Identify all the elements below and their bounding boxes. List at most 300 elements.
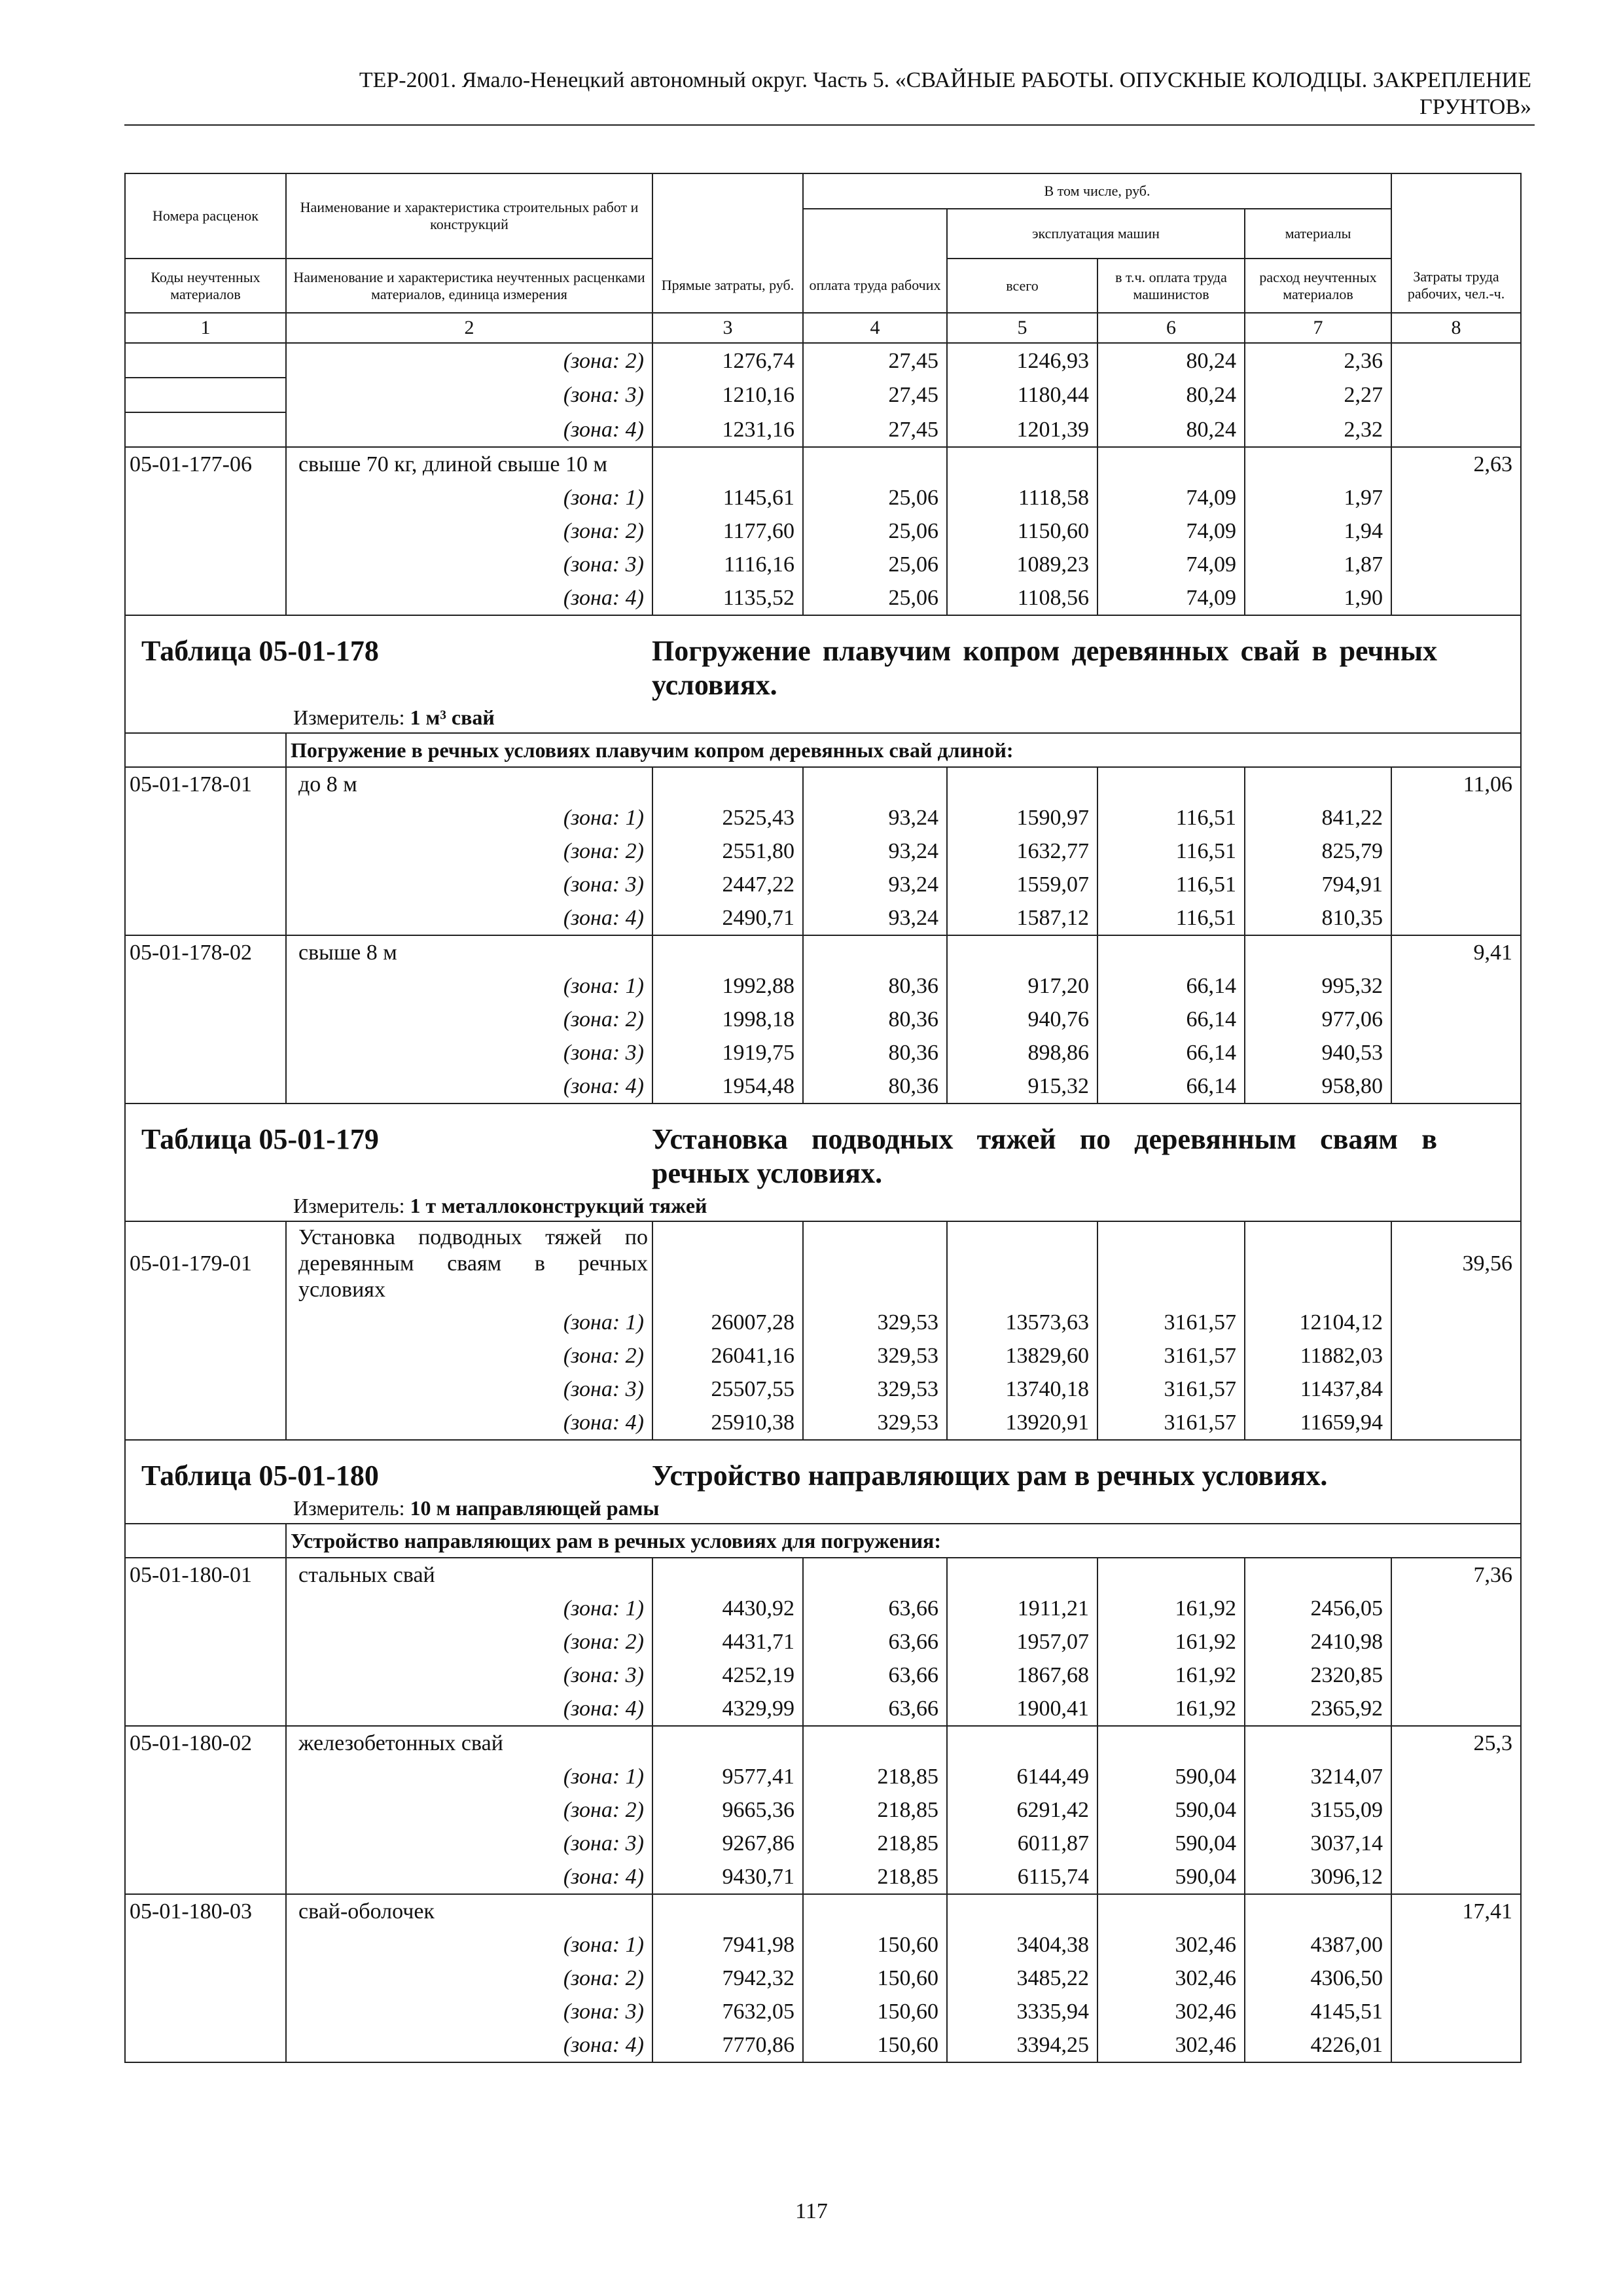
measure-row [125,1191,1521,1221]
value-cell: 1210,16 [652,378,803,412]
value-cell: 1108,56 [947,581,1097,615]
value-cell [803,767,947,801]
zone-label: (зона: 1) [286,481,652,514]
value-cell: 4252,19 [652,1659,803,1692]
zone-label: (зона: 4) [286,1406,652,1440]
zone-label: (зона: 3) [286,1036,652,1069]
zone-label: (зона: 3) [286,1995,652,2028]
labor-cell [1391,1306,1521,1339]
rate-code: 05-01-180-02 [125,1726,286,1760]
value-cell: 1116,16 [652,548,803,581]
column-number-row [125,313,1521,343]
labor-cell [1391,868,1521,901]
zone-label: (зона: 4) [286,1069,652,1103]
zone-label: (зона: 3) [286,548,652,581]
zone-label: (зона: 3) [286,378,652,412]
value-cell: 25,06 [803,481,947,514]
value-cell: 841,22 [1245,801,1391,834]
header-line-1: ТЕР-2001. Ямало-Ненецкий автономный округ. Часть 5. «СВАЙНЫЕ РАБОТЫ. ОПУСКНЫЕ КОЛОДЦЫ. ЗАКРЕПЛЕНИЕ [359,68,1531,92]
value-cell: 329,53 [803,1372,947,1406]
zone-label: (зона: 1) [286,1760,652,1793]
value-cell: 302,46 [1097,1928,1245,1962]
zone-label: (зона: 1) [286,1306,652,1339]
value-cell: 161,92 [1097,1592,1245,1625]
measure-prefix: Измеритель: [293,705,410,729]
col-num: 4 [803,313,947,343]
header-line-2: ГРУНТОВ» [1419,95,1531,119]
labor-cell [1391,514,1521,548]
labor-cell [1391,1995,1521,2028]
value-cell: 1957,07 [947,1625,1097,1659]
rate-code [125,581,286,615]
measure-value: 1 т металлоконструкций тяжей [410,1193,707,1217]
zone-label: (зона: 1) [286,801,652,834]
zone-label: (зона: 1) [286,1592,652,1625]
value-cell: 3161,57 [1097,1406,1245,1440]
value-cell: 3214,07 [1245,1760,1391,1793]
zone-row [125,1659,1521,1692]
col-direct-mid [652,209,803,259]
table-title-cell [125,1440,1521,1493]
value-cell: 1590,97 [947,801,1097,834]
labor-cell [1391,1339,1521,1372]
zone-row [125,1692,1521,1726]
zone-label: (зона: 4) [286,412,652,447]
rates-table [124,173,1522,2063]
value-cell [652,1558,803,1592]
value-cell [947,1221,1097,1306]
value-cell: 1911,21 [947,1592,1097,1625]
col-incl-wage: в т.ч. оплата труда машинистов [1097,259,1245,313]
col-num: 1 [125,313,286,343]
value-cell [803,935,947,969]
rate-code [125,1928,286,1962]
zone-label: (зона: 2) [286,834,652,868]
table-heading: Устройство направляющих рам в речных условиях. [652,1460,1328,1492]
labor-cell [1391,1928,1521,1962]
value-cell: 116,51 [1097,834,1245,868]
zone-row [125,868,1521,901]
measure-text [130,706,1516,730]
value-cell [1245,767,1391,801]
zone-row [125,1860,1521,1894]
zone-row [125,1406,1521,1440]
col-materials: материалы [1245,209,1391,259]
rate-name: свыше 70 кг, длиной свыше 10 м [286,447,652,481]
value-cell: 958,80 [1245,1069,1391,1103]
value-cell: 25,06 [803,548,947,581]
zone-row [125,801,1521,834]
zone-row [125,1339,1521,1372]
value-cell: 9665,36 [652,1793,803,1827]
value-cell: 590,04 [1097,1827,1245,1860]
value-cell [1245,1558,1391,1592]
value-cell: 1,90 [1245,581,1391,615]
value-cell: 11437,84 [1245,1372,1391,1406]
value-cell: 1231,16 [652,412,803,447]
zone-label: (зона: 1) [286,969,652,1003]
rate-name: железобетонных свай [286,1726,652,1760]
labor-cell [1391,412,1521,447]
value-cell: 93,24 [803,834,947,868]
value-cell: 917,20 [947,969,1097,1003]
zone-row [125,1069,1521,1103]
value-cell: 302,46 [1097,2028,1245,2062]
value-cell: 329,53 [803,1406,947,1440]
value-cell: 116,51 [1097,868,1245,901]
value-cell: 26041,16 [652,1339,803,1372]
zone-label: (зона: 3) [286,1827,652,1860]
zone-row [125,581,1521,615]
value-cell: 590,04 [1097,1760,1245,1793]
labor-cell: 25,3 [1391,1726,1521,1760]
rate-code [125,2028,286,2062]
value-cell: 218,85 [803,1827,947,1860]
subheading-row [125,733,1521,767]
value-cell: 25910,38 [652,1406,803,1440]
value-cell [652,767,803,801]
rate-title-row [125,1726,1521,1760]
rate-code [125,343,286,378]
labor-cell [1391,343,1521,378]
zone-label: (зона: 2) [286,343,652,378]
zone-row [125,1793,1521,1827]
value-cell: 66,14 [1097,1069,1245,1103]
value-cell: 161,92 [1097,1659,1245,1692]
value-cell: 66,14 [1097,969,1245,1003]
measure-cell [125,1191,1521,1221]
labor-cell: 7,36 [1391,1558,1521,1592]
value-cell: 4430,92 [652,1592,803,1625]
value-cell: 940,76 [947,1003,1097,1036]
value-cell: 218,85 [803,1793,947,1827]
rate-code: 05-01-180-03 [125,1894,286,1928]
value-cell: 13740,18 [947,1372,1097,1406]
value-cell: 9267,86 [652,1827,803,1860]
value-cell: 3161,57 [1097,1306,1245,1339]
col-in-total: В том числе, руб. [803,173,1391,209]
value-cell: 80,24 [1097,378,1245,412]
value-cell: 7632,05 [652,1995,803,2028]
col-num: 2 [286,313,652,343]
value-cell [1245,1894,1391,1928]
header-rule [124,124,1535,126]
rate-code [125,412,286,447]
labor-cell [1391,581,1521,615]
value-cell [652,1726,803,1760]
value-cell [803,1726,947,1760]
value-cell: 1587,12 [947,901,1097,935]
value-cell: 302,46 [1097,1962,1245,1995]
col-num: 8 [1391,313,1521,343]
measure-prefix: Измеритель: [293,1193,410,1217]
labor-cell [1391,1406,1521,1440]
value-cell: 2320,85 [1245,1659,1391,1692]
value-cell: 6115,74 [947,1860,1097,1894]
value-cell: 80,36 [803,1036,947,1069]
value-cell: 1246,93 [947,343,1097,378]
value-cell: 63,66 [803,1625,947,1659]
labor-cell: 9,41 [1391,935,1521,969]
labor-cell [1391,1003,1521,1036]
rate-code [125,1339,286,1372]
zone-label: (зона: 1) [286,1928,652,1962]
value-cell: 218,85 [803,1760,947,1793]
value-cell: 74,09 [1097,581,1245,615]
value-cell: 4226,01 [1245,2028,1391,2062]
value-cell: 161,92 [1097,1625,1245,1659]
rate-code [125,1306,286,1339]
rate-title-row [125,767,1521,801]
rate-code [125,1659,286,1692]
value-cell: 74,09 [1097,548,1245,581]
zone-label: (зона: 2) [286,1962,652,1995]
labor-cell [1391,1962,1521,1995]
labor-cell [1391,1827,1521,1860]
measure-text [130,1496,1516,1520]
value-cell: 1089,23 [947,548,1097,581]
value-cell [652,447,803,481]
value-cell: 1118,58 [947,481,1097,514]
value-cell [947,935,1097,969]
zone-label: (зона: 4) [286,901,652,935]
value-cell: 3335,94 [947,1995,1097,2028]
labor-cell [1391,1860,1521,1894]
subheading-blank [125,1524,286,1558]
value-cell [947,1558,1097,1592]
value-cell: 1135,52 [652,581,803,615]
labor-cell [1391,801,1521,834]
value-cell: 940,53 [1245,1036,1391,1069]
zone-label: (зона: 2) [286,1793,652,1827]
value-cell: 74,09 [1097,514,1245,548]
labor-cell [1391,969,1521,1003]
value-cell: 150,60 [803,1995,947,2028]
table-heading: Погружение плавучим копром деревянных свай в речных условиях. [652,635,1437,701]
zone-row [125,343,1521,378]
zone-row [125,1592,1521,1625]
value-cell: 27,45 [803,412,947,447]
value-cell: 4306,50 [1245,1962,1391,1995]
running-header [124,67,1531,120]
measure-text [130,1194,1516,1218]
rate-name: свыше 8 м [286,935,652,969]
col-unacc: расход неучтенных материалов [1245,259,1391,313]
rate-code [125,1003,286,1036]
zone-row [125,1760,1521,1793]
rate-code [125,1592,286,1625]
rate-code [125,1036,286,1069]
labor-cell [1391,834,1521,868]
table-label: Таблица 05-01-180 [141,1460,379,1492]
value-cell [1245,1221,1391,1306]
value-cell: 80,24 [1097,412,1245,447]
value-cell: 4387,00 [1245,1928,1391,1962]
zone-row [125,1928,1521,1962]
labor-cell: 11,06 [1391,767,1521,801]
col-codes: Номера расценок [125,173,286,259]
zone-row [125,1372,1521,1406]
subheading: Погружение в речных условиях плавучим копром деревянных свай длиной: [286,733,1521,767]
value-cell: 116,51 [1097,801,1245,834]
col-labor-mid [1391,209,1521,259]
table-title [130,1441,1516,1493]
value-cell: 2,32 [1245,412,1391,447]
labor-cell [1391,1659,1521,1692]
rate-code [125,1827,286,1860]
value-cell: 6011,87 [947,1827,1097,1860]
table-heading: Установка подводных тяжей по деревянным сваям в речных условиях. [652,1123,1437,1189]
value-cell: 6144,49 [947,1760,1097,1793]
labor-cell [1391,548,1521,581]
measure-cell [125,702,1521,733]
rate-title-row [125,1221,1521,1306]
rate-code [125,1692,286,1726]
zone-row [125,1003,1521,1036]
value-cell: 80,24 [1097,343,1245,378]
labor-cell [1391,378,1521,412]
value-cell: 1,87 [1245,548,1391,581]
value-cell: 93,24 [803,801,947,834]
value-cell: 3037,14 [1245,1827,1391,1860]
zone-row [125,412,1521,447]
rate-code [125,548,286,581]
labor-cell: 39,56 [1391,1221,1521,1306]
value-cell: 2365,92 [1245,1692,1391,1726]
value-cell [1097,1726,1245,1760]
zone-row [125,1962,1521,1995]
col-num: 3 [652,313,803,343]
value-cell: 2,27 [1245,378,1391,412]
value-cell [652,1894,803,1928]
value-cell: 1632,77 [947,834,1097,868]
value-cell: 590,04 [1097,1793,1245,1827]
labor-cell [1391,1760,1521,1793]
zone-label: (зона: 3) [286,1372,652,1406]
rate-code [125,801,286,834]
value-cell: 80,36 [803,969,947,1003]
value-cell: 1276,74 [652,343,803,378]
value-cell: 7941,98 [652,1928,803,1962]
measure-prefix: Измеритель: [293,1496,410,1520]
labor-cell [1391,1793,1521,1827]
value-cell: 1992,88 [652,969,803,1003]
labor-cell [1391,1625,1521,1659]
value-cell [947,1726,1097,1760]
value-cell: 93,24 [803,901,947,935]
col-total: всего [947,259,1097,313]
value-cell: 1150,60 [947,514,1097,548]
value-cell [1097,1221,1245,1306]
value-cell: 7942,32 [652,1962,803,1995]
labor-cell [1391,1592,1521,1625]
value-cell: 6291,42 [947,1793,1097,1827]
value-cell: 150,60 [803,2028,947,2062]
rate-code [125,378,286,412]
rate-name: Установка подводных тяжей по деревянным сваям в речных условиях [286,1221,652,1306]
col-wage-top [803,209,947,259]
value-cell: 3404,38 [947,1928,1097,1962]
table-title-row [125,615,1521,702]
zone-label: (зона: 2) [286,1625,652,1659]
table-label: Таблица 05-01-179 [141,1123,379,1155]
value-cell: 25507,55 [652,1372,803,1406]
value-cell: 80,36 [803,1069,947,1103]
value-cell: 27,45 [803,343,947,378]
rate-title-row [125,935,1521,969]
value-cell: 80,36 [803,1003,947,1036]
labor-cell [1391,1692,1521,1726]
rate-code [125,1962,286,1995]
rate-code [125,1860,286,1894]
zone-row [125,514,1521,548]
value-cell: 2490,71 [652,901,803,935]
value-cell: 9577,41 [652,1760,803,1793]
value-cell: 3155,09 [1245,1793,1391,1827]
value-cell [947,767,1097,801]
measure-cell [125,1493,1521,1524]
zone-label: (зона: 4) [286,2028,652,2062]
header-row-1 [125,173,1521,209]
value-cell: 915,32 [947,1069,1097,1103]
value-cell [1097,1894,1245,1928]
value-cell: 13920,91 [947,1406,1097,1440]
rate-code [125,969,286,1003]
value-cell [1245,447,1391,481]
value-cell: 1559,07 [947,868,1097,901]
zone-row [125,1995,1521,2028]
value-cell: 13829,60 [947,1339,1097,1372]
value-cell: 3161,57 [1097,1339,1245,1372]
rate-code [125,1760,286,1793]
value-cell: 2447,22 [652,868,803,901]
value-cell: 3394,25 [947,2028,1097,2062]
value-cell: 329,53 [803,1306,947,1339]
zone-label: (зона: 3) [286,868,652,901]
zone-label: (зона: 2) [286,1339,652,1372]
value-cell: 825,79 [1245,834,1391,868]
value-cell: 25,06 [803,514,947,548]
zone-row [125,2028,1521,2062]
rate-code [125,1069,286,1103]
value-cell [803,447,947,481]
zone-row [125,1306,1521,1339]
value-cell: 150,60 [803,1928,947,1962]
value-cell: 4431,71 [652,1625,803,1659]
value-cell: 1919,75 [652,1036,803,1069]
rate-title-row [125,1894,1521,1928]
measure-row [125,702,1521,733]
subheading-blank [125,733,286,767]
value-cell [803,1221,947,1306]
value-cell: 4145,51 [1245,1995,1391,2028]
value-cell: 27,45 [803,378,947,412]
zone-row [125,481,1521,514]
zone-row [125,834,1521,868]
rate-name: стальных свай [286,1558,652,1592]
labor-cell [1391,901,1521,935]
rate-code [125,1406,286,1440]
value-cell: 3485,22 [947,1962,1097,1995]
value-cell: 12104,12 [1245,1306,1391,1339]
value-cell: 63,66 [803,1592,947,1625]
value-cell: 13573,63 [947,1306,1097,1339]
value-cell [1245,1726,1391,1760]
value-cell [1097,1558,1245,1592]
value-cell: 810,35 [1245,901,1391,935]
value-cell: 794,91 [1245,868,1391,901]
col-machines: эксплуатация машин [947,209,1245,259]
